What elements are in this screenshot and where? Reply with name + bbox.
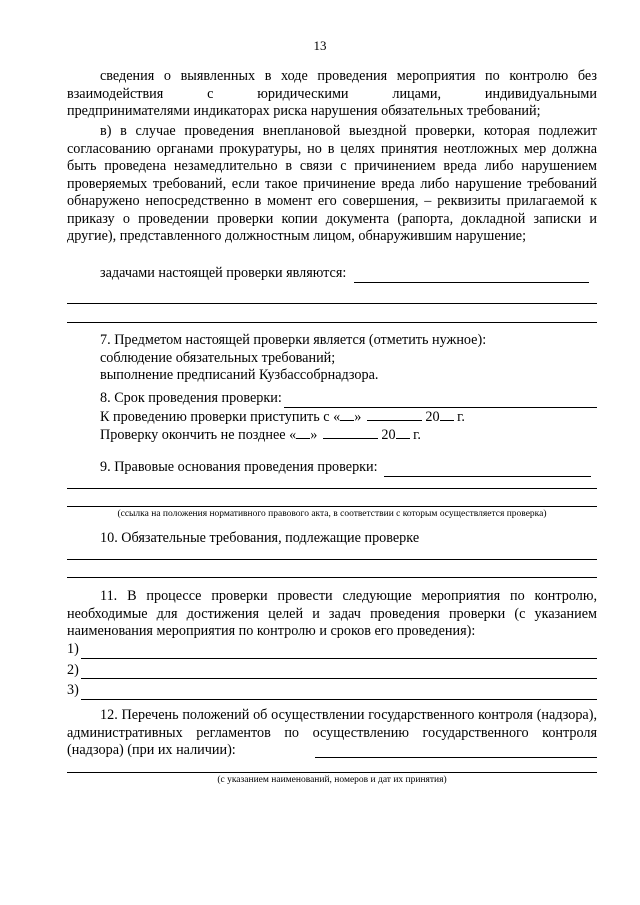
para-a-word: индивидуальными xyxy=(484,85,597,102)
item-10-blank-line[interactable] xyxy=(67,577,597,578)
tasks-blank-line[interactable] xyxy=(67,303,597,304)
end-label: Проверку окончить не позднее « xyxy=(100,427,297,443)
paragraph-risk-indicators xyxy=(67,68,597,121)
item-8-title-row xyxy=(100,390,597,408)
item-9-caption: (ссылка на положения нормативного правового акта, в соответствии с которым осуществляется проверка) xyxy=(117,509,547,519)
start-month-field[interactable] xyxy=(367,408,422,421)
end-quote: » xyxy=(310,427,318,443)
item-7-title: 7. Предметом настоящей проверки является (отметить нужное): xyxy=(100,332,487,348)
item-11-row-field[interactable] xyxy=(81,646,597,659)
item-11-row xyxy=(67,662,597,680)
item-10-blank-line[interactable] xyxy=(67,559,597,560)
item-11-text: 11. В процессе проверки провести следующие мероприятия по контролю, необходимые для достижения целей и задач проведения проверки (с указанием наименования мероприятия по контролю и сроков его проведения): xyxy=(67,588,597,639)
item-8-start xyxy=(100,408,597,427)
end-year-suffix: г. xyxy=(413,427,421,443)
item-12-blank-line[interactable] xyxy=(67,772,597,773)
paragraph-unscheduled-inspection: в) в случае проведения внеплановой выездной проверки, которая подлежит согласованию органами прокуратуры, но в целях принятия неотложных мер должна быть проведена незамедлительно в связи с причинением вреда либо нарушением проверяемых требований, если такое причинение вреда либо нарушение требований обнаружено непосредственно в момент его совершения, – реквизиты прилагаемой к приказу о проведении проверки копии документа (рапорта, докладной записки и другие), представленного должностным лицом, обнаружившим нарушение; xyxy=(67,123,597,244)
item-9-field[interactable] xyxy=(384,464,591,477)
item-11-row xyxy=(67,641,597,659)
item-12-caption: (с указанием наименований, номеров и дат их принятия) xyxy=(217,775,447,785)
item-11-row-field[interactable] xyxy=(81,687,597,700)
item-11-row-number: 2) xyxy=(67,661,79,678)
para-a-word: юридическими xyxy=(257,85,349,102)
item-7-option[interactable]: соблюдение обязательных требований; xyxy=(100,349,336,366)
start-day-field[interactable] xyxy=(340,408,354,421)
para-a-word: лицами, xyxy=(392,85,442,102)
start-label: К проведению проверки приступить с « xyxy=(100,408,341,425)
item-11-row-field[interactable] xyxy=(81,666,597,679)
end-year-prefix: 20 xyxy=(381,427,396,443)
end-year-field[interactable] xyxy=(396,426,410,439)
item-8-end xyxy=(100,426,597,445)
para-a-word: взаимодействия xyxy=(67,85,164,102)
para-a-line3: предпринимателями индикаторах риска нарушения обязательных требований; xyxy=(67,103,541,119)
item-12-inline-field[interactable] xyxy=(315,757,597,758)
item-11-row-number: 1) xyxy=(67,641,79,657)
item-11-row-number: 3) xyxy=(67,682,79,698)
start-quote: » xyxy=(354,408,362,425)
para-a-line2 xyxy=(67,86,597,104)
para-a-word: с xyxy=(207,85,214,102)
item-7 xyxy=(67,332,597,385)
item-11-list xyxy=(67,641,597,700)
item-8 xyxy=(67,390,597,445)
item-9-row xyxy=(67,459,597,477)
item-10-title: 10. Обязательные требования, подлежащие проверке xyxy=(100,530,420,546)
page-number: 13 xyxy=(313,38,327,53)
tasks-blank-line[interactable] xyxy=(67,322,597,323)
item-8-field[interactable] xyxy=(284,395,597,408)
item-9-title: 9. Правовые основания проведения проверки: xyxy=(100,459,378,475)
item-9-blank-line[interactable] xyxy=(67,488,597,489)
end-day-field[interactable] xyxy=(296,426,310,439)
item-11-row xyxy=(67,682,597,700)
tasks-field[interactable] xyxy=(354,270,589,283)
para-a-line1: сведения о выявленных в ходе проведения мероприятия по контролю без xyxy=(100,68,597,84)
start-year-prefix: 20 xyxy=(425,408,440,425)
item-7-option[interactable]: выполнение предписаний Кузбассобрнадзора. xyxy=(100,367,379,383)
item-9-blank-line[interactable] xyxy=(67,506,597,507)
item-12-text: 12. Перечень положений об осуществлении государственного контроля (надзора), административных регламентов по осуществлению государственного контроля (надзора) (при их наличии): xyxy=(67,707,597,758)
start-year-suffix: г. xyxy=(457,408,465,425)
item-8-title: 8. Срок проведения проверки: xyxy=(100,390,282,406)
start-year-field[interactable] xyxy=(440,408,454,421)
end-month-field[interactable] xyxy=(323,426,378,439)
tasks-label: задачами настоящей проверки являются: xyxy=(100,265,347,281)
tasks-row xyxy=(67,265,597,283)
